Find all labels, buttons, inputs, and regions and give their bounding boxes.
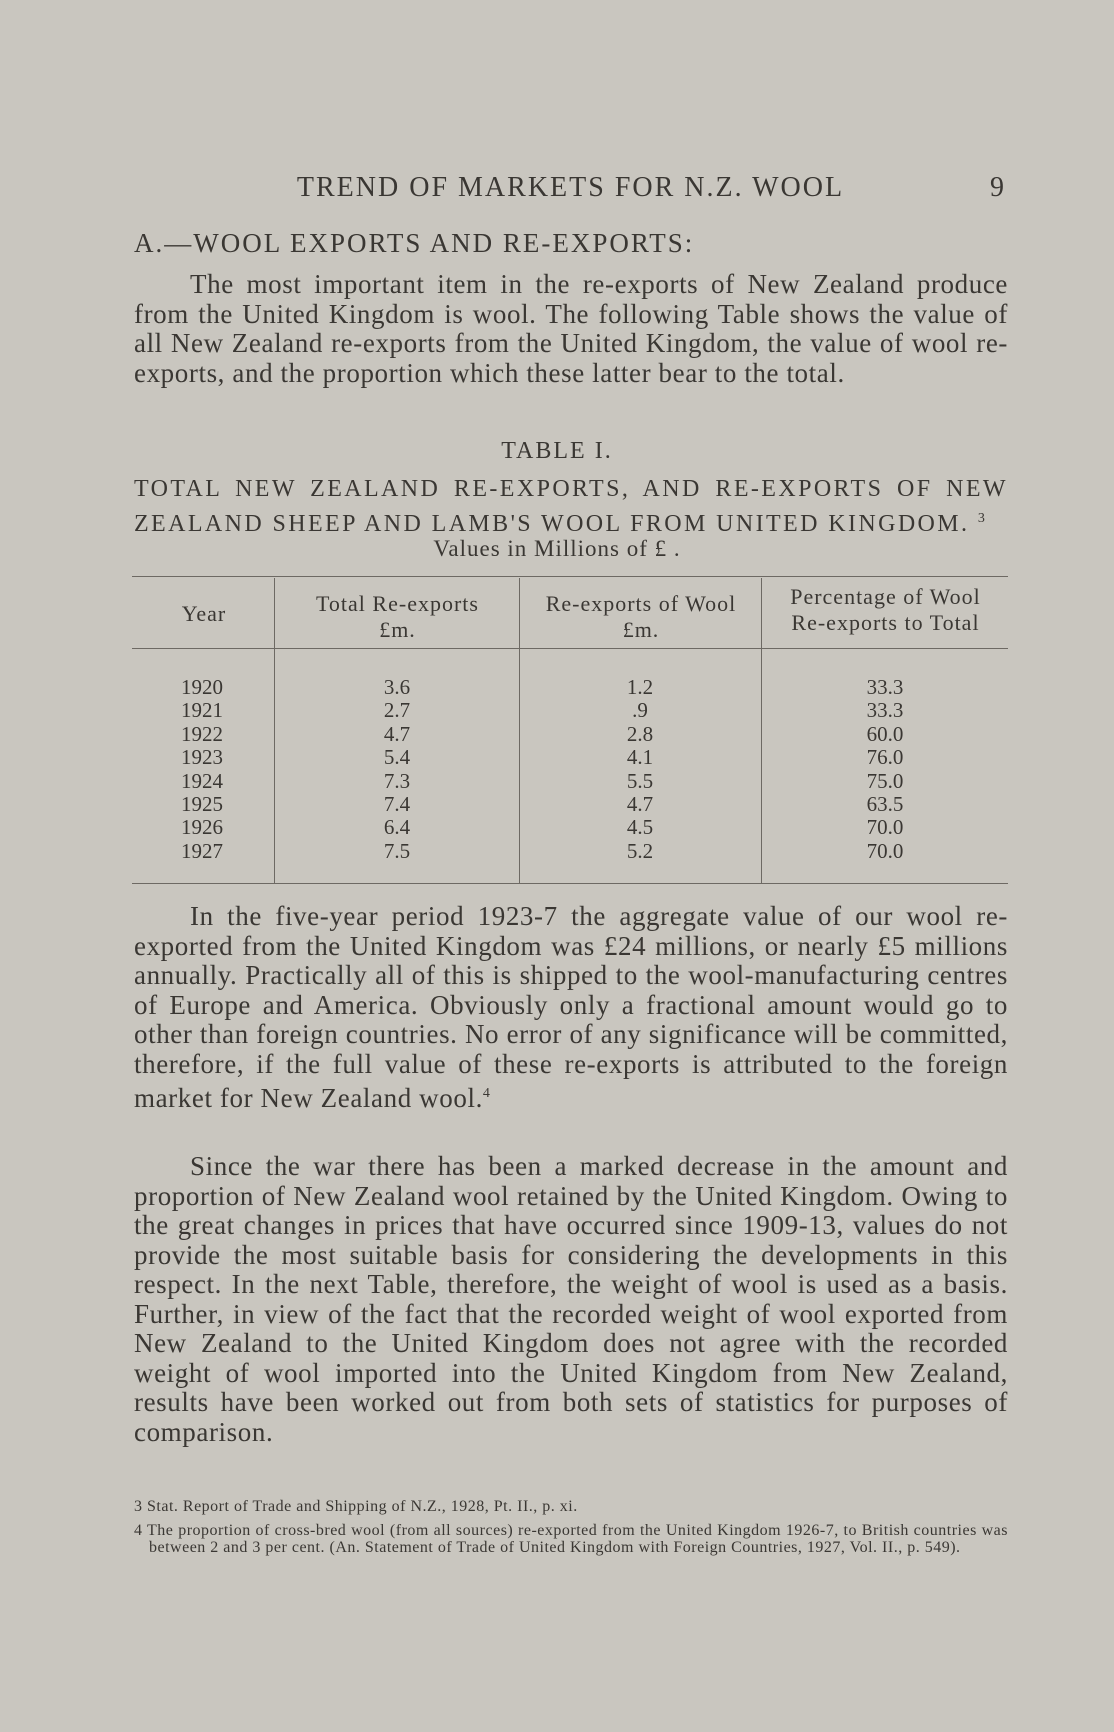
column-divider-2: [519, 578, 520, 883]
column-divider-3: [761, 578, 762, 883]
table-cell: 4.5: [626, 815, 654, 840]
table-cell: 33.3: [866, 698, 904, 723]
table-cell: 5.4: [383, 745, 411, 770]
table-cell: 1924: [181, 768, 223, 793]
table-cell: 2.8: [626, 721, 654, 746]
table-cell: 75.0: [866, 768, 904, 793]
table-cell: 7.4: [383, 791, 411, 816]
table-cell: 1926: [181, 815, 223, 840]
table-cell: 4.7: [626, 791, 654, 816]
intro-text: The most important item in the re-exports of New Zealand produce from the United Kingdom is wool. The following Table shows the value of all New Zealand re-exports from the United Kingdom, the value of wool re-exports, and the proportion which these latter bear to the total.: [134, 269, 1008, 388]
table-cell: 1920: [181, 675, 223, 699]
table-bottom-rule: [132, 883, 1008, 884]
table-cell: 1922: [181, 721, 223, 746]
p3-text: Since the war there has been a marked decrease in the amount and proportion of New Zealand wool retained by the United Kingdom. Owing to the great changes in prices that have occurred since 1909-13, values do not provide the most suitable basis for considering the developments in this respect. In the next Table, therefore, the weight of wool is used as a basis. Further, in view of the fact that the recorded weight of wool exported from New Zealand to the United Kingdom does not agree with the recorded weight of wool imported into the United Kingdom from New Zealand, results have been worked out from both sets of statistics for purposes of comparison.: [134, 1151, 1008, 1447]
table-cell: 4.7: [383, 721, 411, 746]
column-total-reexports: [357, 676, 437, 863]
header-total-line2: £m.: [379, 617, 416, 642]
footnotes: [134, 1498, 1008, 1563]
table-cell: 1923: [181, 745, 223, 770]
table-cell: 70.0: [866, 838, 904, 863]
table-cell: 1.2: [626, 675, 654, 699]
table-cell: 33.3: [866, 675, 904, 699]
header-underline-rule: [132, 648, 1008, 649]
table-cell: 60.0: [866, 721, 904, 746]
column-wool-reexports: [600, 676, 680, 863]
header-total-line1: Total Re-exports: [316, 591, 479, 616]
footnote-3: 3 Stat. Report of Trade and Shipping of N.Z., 1928, Pt. II., p. xi.: [134, 1498, 578, 1515]
footnote-ref-4: 4: [482, 1086, 491, 1101]
table-cell: 2.7: [383, 698, 411, 723]
table-top-rule: [132, 576, 1008, 577]
table-cell: 5.2: [626, 838, 654, 863]
table-cell: 1925: [181, 791, 223, 816]
header-pct-line1: Percentage of Wool: [790, 584, 981, 609]
page-number: 9: [990, 172, 1004, 203]
table-title-footnote-ref: 3: [977, 511, 988, 526]
table-cell: 7.5: [383, 838, 411, 863]
table-cell: 63.5: [866, 791, 904, 816]
footnote-4: 4 The proportion of cross-bred wool (from all sources) re-exported from the United Kingdom 1926-7, to British countries was between 2 and 3 per cent. (An. Statement of Trade of United Kingdom with Foreign Countries, 1927, Vol. II., p. 549).: [134, 1521, 1008, 1556]
table-cell: 70.0: [866, 815, 904, 840]
header-year: Year: [181, 601, 227, 626]
table-cell: 1927: [181, 838, 223, 863]
table-cell: 3.6: [383, 675, 411, 699]
table-cell: 4.1: [626, 745, 654, 770]
header-wool-line2: £m.: [622, 617, 660, 642]
table-subtitle: Values in Millions of £ .: [433, 536, 681, 561]
table-cell: 6.4: [383, 815, 411, 840]
table-cell: 1921: [181, 698, 223, 723]
section-heading: A.—WOOL EXPORTS AND RE-EXPORTS:: [134, 228, 695, 258]
since-the-war-paragraph: [134, 1152, 1008, 1447]
running-title: TREND OF MARKETS FOR N.Z. WOOL: [296, 172, 845, 203]
table-title-text: TOTAL NEW ZEALAND RE-EXPORTS, AND RE-EXPORTS OF NEW ZEALAND SHEEP AND LAMB'S WOOL FROM UNITED KINGDOM.: [134, 476, 1008, 537]
header-wool-line1: Re-exports of Wool: [545, 591, 737, 616]
intro-paragraph: [134, 270, 1008, 388]
header-percentage: [763, 584, 1008, 636]
table-cell: .9: [632, 698, 648, 723]
table-cell: 7.3: [383, 768, 411, 793]
table-cell: 5.5: [626, 768, 654, 793]
table-cell: 76.0: [866, 745, 904, 770]
p2-text: In the five-year period 1923-7 the aggregate value of our wool re-exported from the United Kingdom was £24 millions, or nearly £5 millions annually. Practically all of this is shipped to the wool-manufacturing centres of Europe and America. Obviously only a fractional amount would go to other than foreign countries. No error of any significance will be committed, therefore, if the full value of these re-exports is attributed to the foreign market for New Zealand wool.: [134, 901, 1008, 1113]
column-divider-1: [274, 578, 275, 883]
column-percentage: [845, 676, 925, 863]
table-title: [134, 474, 1008, 539]
header-pct-line2: Re-exports to Total: [791, 610, 980, 635]
header-wool-reexports: [521, 591, 761, 643]
aggregate-value-paragraph: [134, 902, 1008, 1114]
table-number: TABLE I.: [501, 438, 613, 464]
column-years: [160, 676, 244, 863]
header-total-reexports: [276, 591, 519, 643]
